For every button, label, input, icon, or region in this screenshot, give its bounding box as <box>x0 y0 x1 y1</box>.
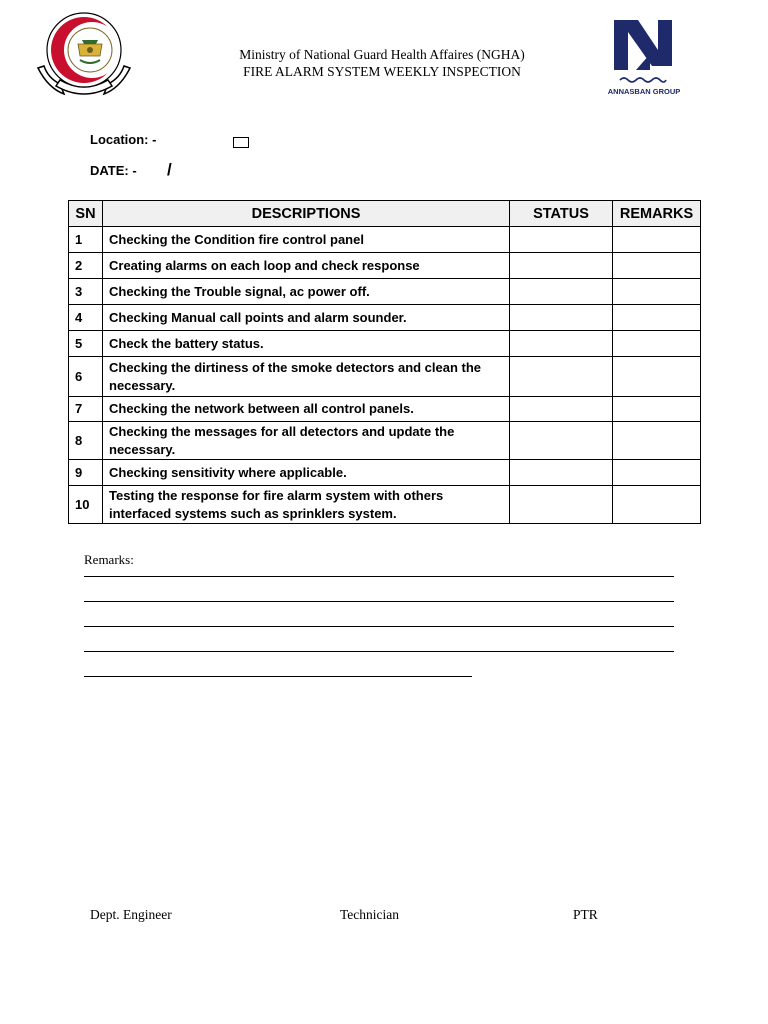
row-status-cell[interactable] <box>510 253 613 279</box>
row-description: Checking Manual call points and alarm sounder. <box>103 305 510 331</box>
row-remarks-cell[interactable] <box>613 357 701 397</box>
remarks-label: Remarks: <box>84 552 134 567</box>
row-sn: 6 <box>69 357 103 397</box>
row-sn: 1 <box>69 227 103 253</box>
row-sn: 2 <box>69 253 103 279</box>
row-sn: 5 <box>69 331 103 357</box>
table-row <box>69 422 701 460</box>
table-row <box>69 357 701 397</box>
row-description: Checking the messages for all detectors and update the necessary. <box>103 422 510 460</box>
row-status-cell[interactable] <box>510 331 613 357</box>
table-row <box>69 331 701 357</box>
row-status-cell[interactable] <box>510 279 613 305</box>
row-remarks-cell[interactable] <box>613 305 701 331</box>
annasban-group-logo <box>606 14 682 98</box>
remarks-section <box>84 552 674 677</box>
row-description: Testing the response for fire alarm system with others interfaced systems such as sprinklers system. <box>103 486 510 524</box>
signature-technician: Technician <box>340 907 400 922</box>
date-label: DATE: - <box>90 163 137 178</box>
row-description: Creating alarms on each loop and check response <box>103 253 510 279</box>
form-title: FIRE ALARM SYSTEM WEEKLY INSPECTION <box>243 64 521 79</box>
row-remarks-cell[interactable] <box>613 331 701 357</box>
row-remarks-cell[interactable] <box>613 422 701 460</box>
row-sn: 3 <box>69 279 103 305</box>
row-description: Checking the Trouble signal, ac power off. <box>103 279 510 305</box>
row-remarks-cell[interactable] <box>613 253 701 279</box>
row-sn: 10 <box>69 486 103 524</box>
row-sn: 8 <box>69 422 103 460</box>
row-sn: 7 <box>69 397 103 422</box>
row-sn: 9 <box>69 460 103 486</box>
row-status-cell[interactable] <box>510 460 613 486</box>
signature-engineer: Dept. Engineer <box>90 907 172 922</box>
row-status-cell[interactable] <box>510 422 613 460</box>
date-separator: / <box>167 160 172 179</box>
row-sn: 4 <box>69 305 103 331</box>
remarks-line[interactable] <box>84 627 674 652</box>
table-row <box>69 305 701 331</box>
inspection-table <box>68 200 701 524</box>
row-description: Checking the Condition fire control panel <box>103 227 510 253</box>
header-status: STATUS <box>510 201 613 227</box>
table-row <box>69 397 701 422</box>
remarks-line[interactable] <box>84 552 674 577</box>
table-row <box>69 460 701 486</box>
header-descriptions: DESCRIPTIONS <box>103 201 510 227</box>
row-remarks-cell[interactable] <box>613 486 701 524</box>
document-header <box>196 46 568 80</box>
ministry-name: Ministry of National Guard Health Affaires (NGHA) <box>239 47 525 62</box>
row-remarks-cell[interactable] <box>613 460 701 486</box>
row-description: Checking sensitivity where applicable. <box>103 460 510 486</box>
row-status-cell[interactable] <box>510 305 613 331</box>
table-row <box>69 253 701 279</box>
signature-ptr: PTR <box>573 907 598 922</box>
row-description: Checking the network between all control panels. <box>103 397 510 422</box>
table-header-row <box>69 201 701 227</box>
row-description: Check the battery status. <box>103 331 510 357</box>
header-remarks: REMARKS <box>613 201 701 227</box>
ngha-emblem-logo <box>34 10 134 102</box>
header-sn: SN <box>69 201 103 227</box>
location-checkbox[interactable] <box>233 137 249 148</box>
table-row <box>69 486 701 524</box>
row-status-cell[interactable] <box>510 397 613 422</box>
remarks-line[interactable] <box>84 652 472 677</box>
table-row <box>69 279 701 305</box>
annasban-logo-text: ANNASBAN GROUP <box>607 87 681 96</box>
row-remarks-cell[interactable] <box>613 279 701 305</box>
remarks-line[interactable] <box>84 602 674 627</box>
row-remarks-cell[interactable] <box>613 397 701 422</box>
location-label: Location: - <box>90 132 157 147</box>
row-description: Checking the dirtiness of the smoke detectors and clean the necessary. <box>103 357 510 397</box>
row-status-cell[interactable] <box>510 357 613 397</box>
table-row <box>69 227 701 253</box>
remarks-line[interactable] <box>84 577 674 602</box>
row-status-cell[interactable] <box>510 227 613 253</box>
row-remarks-cell[interactable] <box>613 227 701 253</box>
row-status-cell[interactable] <box>510 486 613 524</box>
